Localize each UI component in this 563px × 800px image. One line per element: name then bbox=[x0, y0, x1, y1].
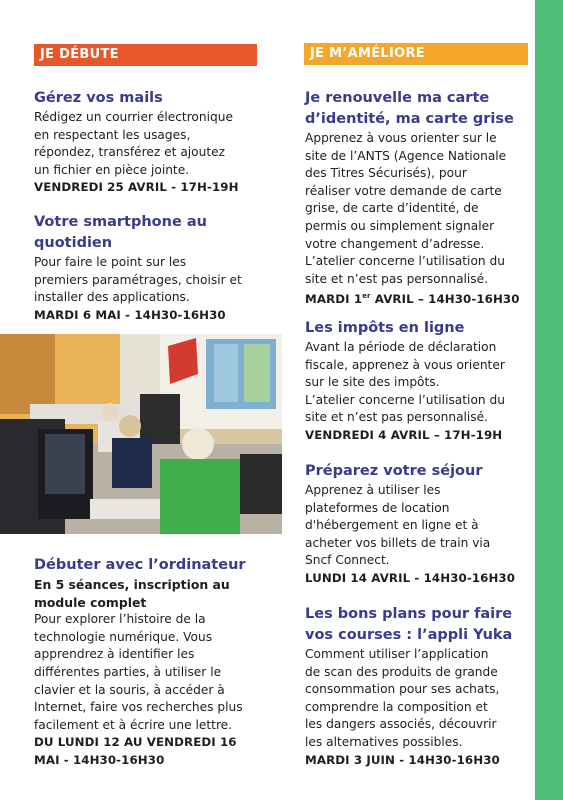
date-suffix: AVRIL – 14H30-16H30 bbox=[370, 292, 520, 307]
workshop-body-line: Apprenez à vous orienter sur le bbox=[305, 131, 497, 145]
workshop-body-line: permis ou simplement signaler bbox=[305, 218, 495, 233]
workshop-body-line: site de l’ANTS (Agence Nationale bbox=[305, 148, 507, 163]
workshop-mails bbox=[34, 88, 284, 197]
workshop-date: MARDI 3 JUIN - 14H30-16H30 bbox=[305, 752, 500, 767]
workshop-body-line: grise, de carte d’identité, de bbox=[305, 201, 479, 216]
workshop-body-line: clavier et la souris, à accéder à bbox=[34, 682, 225, 697]
workshop-title: Débuter avec l’ordinateur bbox=[34, 557, 246, 573]
workshop-body-line: comprendre la composition et bbox=[305, 699, 488, 714]
workshop-date: MARDI 6 MAI - 14H30-16H30 bbox=[34, 307, 226, 322]
workshop-body-line: consommation pour ses achats, bbox=[305, 682, 500, 697]
workshop-body-line: site et n’est pas personnalisé. bbox=[305, 271, 489, 286]
workshop-date: VENDREDI 4 AVRIL – 17H-19H bbox=[305, 427, 503, 442]
workshop-date: MAI - 14H30-16H30 bbox=[34, 752, 165, 767]
workshop-ants bbox=[305, 88, 530, 309]
workshop-body-line: facilement et à écrire une lettre. bbox=[34, 717, 233, 732]
workshop-body-line: L’atelier concerne l’utilisation du bbox=[305, 392, 505, 407]
workshop-date bbox=[305, 288, 530, 309]
workshop-title: Gérez vos mails bbox=[34, 90, 163, 106]
workshop-smartphone bbox=[34, 212, 284, 324]
workshop-body-line: Internet, faire vos recherches plus bbox=[34, 700, 243, 715]
workshop-title: vos courses : l’appli Yuka bbox=[305, 627, 513, 643]
header-je-debute: JE DÉBUTE bbox=[34, 44, 257, 66]
workshop-body-line: d'hébergement en ligne et à bbox=[305, 518, 479, 533]
workshop-date: DU LUNDI 12 AU VENDREDI 16 bbox=[34, 735, 237, 750]
workshop-body-line: fiscale, apprenez à vous orienter bbox=[305, 357, 505, 372]
workshop-body-line: installer des applications. bbox=[34, 290, 190, 305]
workshop-body-line: différentes parties, à utiliser le bbox=[34, 664, 222, 679]
workshop-title: d’identité, ma carte grise bbox=[305, 111, 514, 127]
date-prefix: MARDI 1 bbox=[305, 292, 363, 307]
workshop-photo bbox=[0, 334, 282, 534]
workshop-title: quotidien bbox=[34, 235, 113, 251]
workshop-body-line: les dangers associés, découvrir bbox=[305, 717, 497, 732]
workshop-body-line: Sncf Connect. bbox=[305, 553, 390, 568]
workshop-body-line: en respectant les usages, bbox=[34, 127, 191, 142]
workshop-body-line: premiers paramétrages, choisir et bbox=[34, 272, 242, 287]
workshop-body-line: Comment utiliser l’application bbox=[305, 647, 489, 661]
workshop-title: Je renouvelle ma carte bbox=[305, 90, 490, 106]
workshop-body-line: de scan des produits de grande bbox=[305, 664, 498, 679]
workshop-body-line: des Titres Sécurisés), pour bbox=[305, 166, 467, 181]
workshop-title: Les bons plans pour faire bbox=[305, 606, 513, 622]
header-je-m-ameliore: JE M’AMÉLIORE bbox=[304, 43, 528, 65]
workshop-body-line: Rédigez un courrier électronique bbox=[34, 110, 233, 124]
workshop-body-line: un fichier en pièce jointe. bbox=[34, 162, 190, 177]
workshop-body-line: les alternatives possibles. bbox=[305, 734, 463, 749]
workshop-body-line: Pour faire le point sur les bbox=[34, 255, 187, 269]
workshop-title: Préparez votre séjour bbox=[305, 463, 483, 479]
workshop-date: LUNDI 14 AVRIL - 14H30-16H30 bbox=[305, 570, 516, 585]
workshop-body-line: Pour explorer l’histoire de la bbox=[34, 612, 206, 627]
green-side-bar bbox=[535, 0, 563, 800]
workshop-body-line: Apprenez à utiliser les bbox=[305, 483, 441, 497]
workshop-body-line: site et n’est pas personnalisé. bbox=[305, 410, 489, 425]
workshop-body-line: apprendrez à identifier les bbox=[34, 647, 195, 662]
workshop-title: Votre smartphone au bbox=[34, 214, 207, 230]
workshop-subtitle: En 5 séances, inscription au bbox=[34, 577, 230, 592]
workshop-subtitle: module complet bbox=[34, 594, 147, 610]
workshop-body-line: votre changement d’adresse. bbox=[305, 236, 485, 251]
workshop-body-line: plateformes de location bbox=[305, 500, 450, 515]
date-superscript: er bbox=[362, 292, 371, 301]
workshop-body-line: technologie numérique. Vous bbox=[34, 629, 213, 644]
workshop-title: Les impôts en ligne bbox=[305, 320, 465, 336]
workshop-body-line: Avant la période de déclaration bbox=[305, 340, 497, 354]
workshop-body-line: réaliser votre demande de carte bbox=[305, 183, 502, 198]
workshop-impots bbox=[305, 318, 530, 445]
workshop-body-line: répondez, transférez et ajoutez bbox=[34, 145, 226, 160]
workshop-body-line: L’atelier concerne l’utilisation du bbox=[305, 254, 505, 269]
workshop-ordinateur bbox=[34, 555, 284, 770]
workshop-body-line: sur le site des impôts. bbox=[305, 375, 440, 390]
workshop-sejour bbox=[305, 461, 530, 588]
workshop-body-line: acheter vos billets de train via bbox=[305, 535, 491, 550]
workshop-yuka bbox=[305, 604, 530, 769]
workshop-date: VENDREDI 25 AVRIL - 17H-19H bbox=[34, 180, 239, 195]
